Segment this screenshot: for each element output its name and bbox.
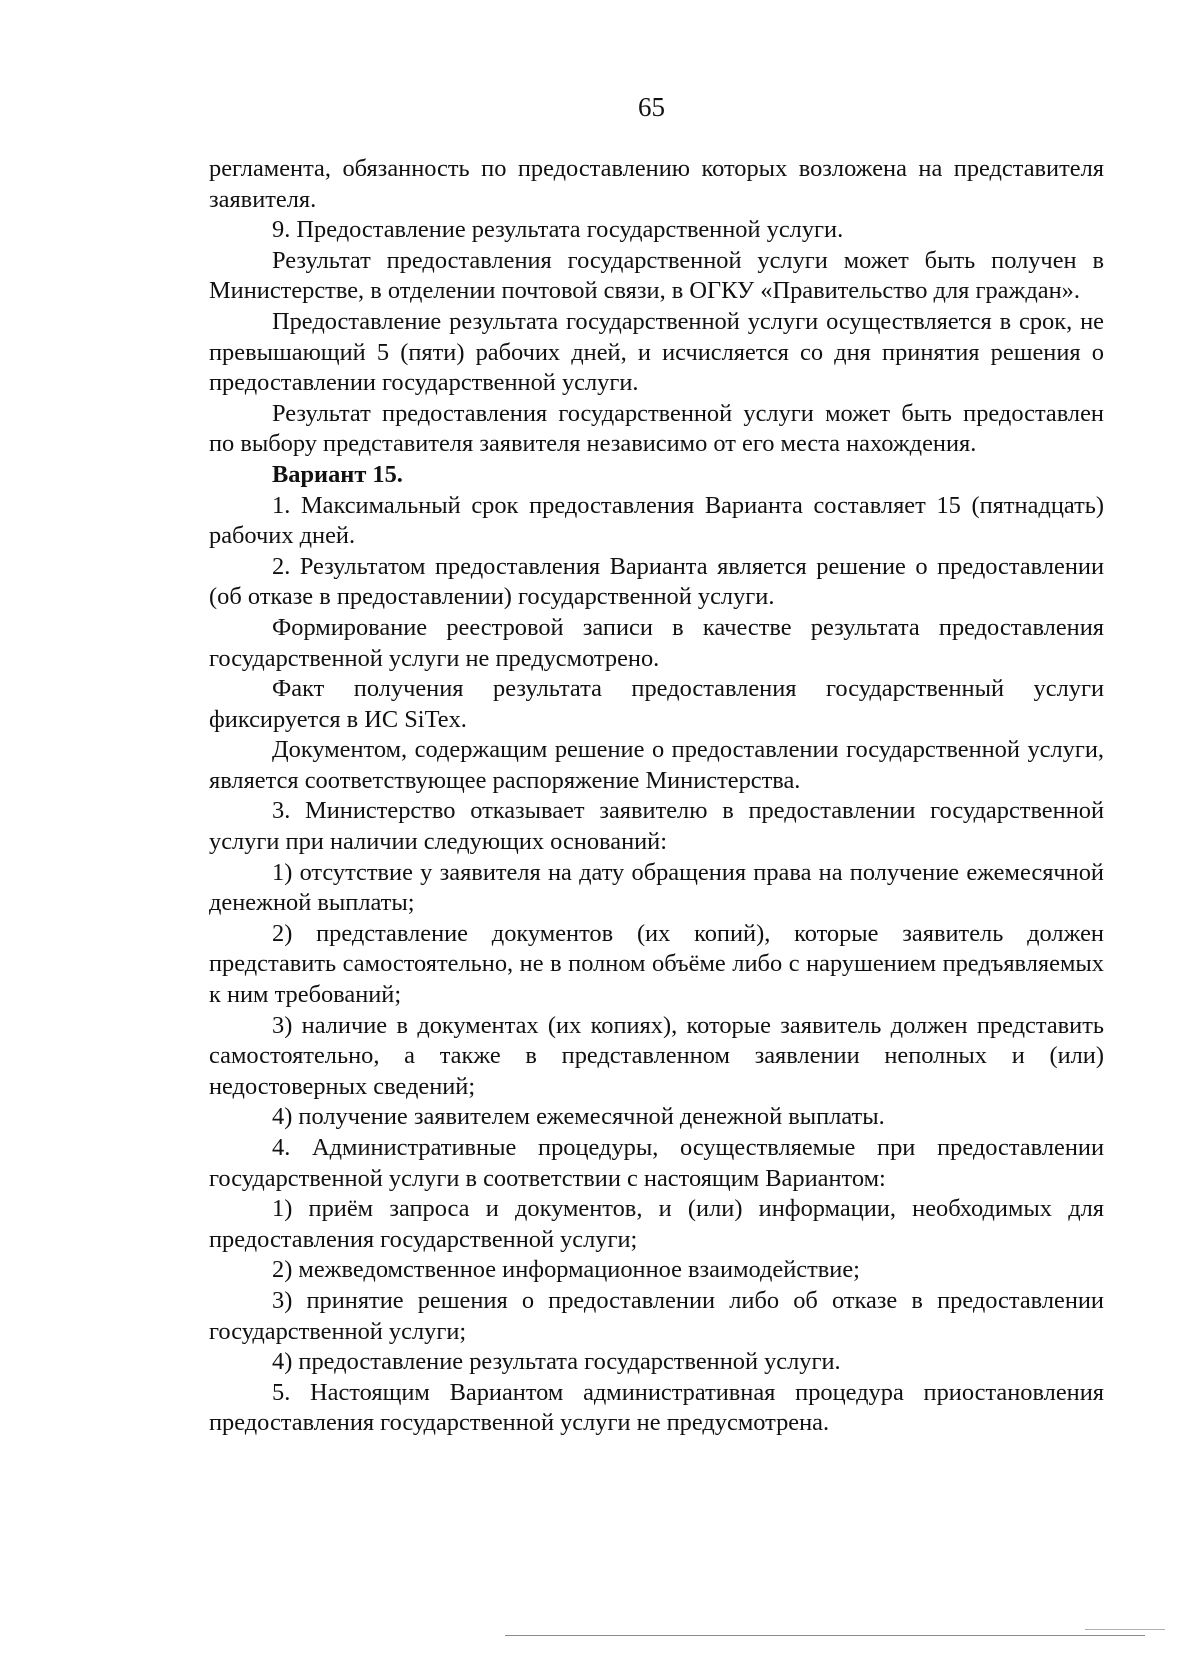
paragraph: Формирование реестровой записи в качестве результата предоставления государственной услуги не предусмотрено. <box>209 613 1104 672</box>
paragraph: 5. Настоящим Вариантом административная процедура приостановления предоставления государственной услуги не предусмотрена. <box>209 1378 1104 1437</box>
paragraph: 4. Административные процедуры, осуществляемые при предоставлении государственной услуги в соответствии с настоящим Вариантом: <box>209 1134 1104 1192</box>
list-item: 4) предоставление результата государственной услуги. <box>272 1348 841 1376</box>
list-item: 2) межведомственное информационное взаимодействие; <box>272 1256 860 1284</box>
paragraph: Предоставление результата государственной услуги осуществляется в срок, не превышающий 5 (пяти) рабочих дней, и исчисляется со дня принятия решения о предоставлении государственной услуги. <box>209 307 1104 397</box>
section-heading: Вариант 15. <box>272 460 403 488</box>
paragraph: Результат предоставления государственной услуги может быть предоставлен по выбору представителя заявителя независимо от его места нахождения. <box>209 399 1104 458</box>
list-item: 1) отсутствие у заявителя на дату обращения права на получение ежемесячной денежной выплаты; <box>209 858 1104 917</box>
paragraph: 3. Министерство отказывает заявителю в предоставлении государственной услуги при наличии следующих оснований: <box>209 797 1104 856</box>
list-item: 1) приём запроса и документов, и (или) информации, необходимых для предоставления государственной услуги; <box>209 1195 1104 1253</box>
paragraph: 9. Предоставление результата государственной услуги. <box>272 216 844 244</box>
scan-edge-line <box>1085 1629 1165 1630</box>
list-item: 4) получение заявителем ежемесячной денежной выплаты. <box>272 1103 885 1131</box>
paragraph: Результат предоставления государственной услуги может быть получен в Министерстве, в отделении почтовой связи, в ОГКУ «Правительство для граждан». <box>209 246 1104 305</box>
paragraph: Документом, содержащим решение о предоставлении государственной услуги, является соответствующее распоряжение Министерства. <box>209 736 1104 794</box>
list-item: 2) представление документов (их копий), которые заявитель должен представить самостоятельно, не в полном объёме либо с нарушением предъявляемых к ним требований; <box>209 919 1104 1009</box>
list-item: 3) наличие в документах (их копиях), которые заявитель должен представить самостоятельно, а также в представленном заявлении неполных и (или) недостоверных сведений; <box>209 1011 1104 1100</box>
paragraph: регламента, обязанность по предоставлению которых возложена на представителя заявителя. <box>209 155 1104 213</box>
paragraph: Факт получения результата предоставления государственный услуги фиксируется в ИС SiTex. <box>209 675 1104 733</box>
page-number: 65 <box>638 92 665 122</box>
scan-edge-line <box>505 1635 1145 1636</box>
paragraph: 2. Результатом предоставления Варианта является решение о предоставлении (об отказе в предоставлении) государственной услуги. <box>209 552 1104 611</box>
list-item: 3) принятие решения о предоставлении либо об отказе в предоставлении государственной услуги; <box>209 1286 1104 1345</box>
paragraph: 1. Максимальный срок предоставления Варианта составляет 15 (пятнадцать) рабочих дней. <box>209 491 1104 550</box>
document-body <box>209 154 1104 1439</box>
